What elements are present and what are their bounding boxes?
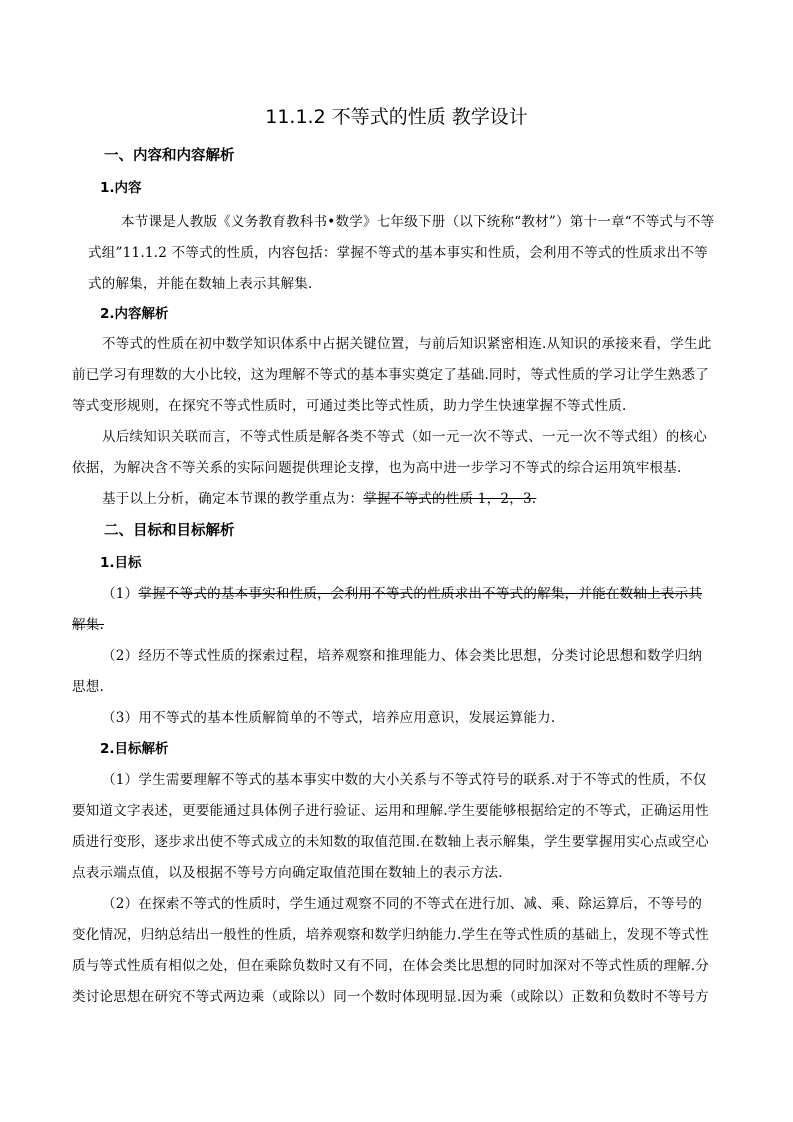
subheading-content: 1.内容 [100,180,142,196]
paragraph-line: 从后续知识关联而言，不等式性质是解各类不等式（如一元一次不等式、一元一次不等式组）的核心 [102,429,707,445]
teaching-focus-prefix: 基于以上分析，确定本节课的教学重点为： [102,491,364,507]
section-heading-content: 一、内容和内容解析 [104,148,235,164]
section-heading-goals: 二、目标和目标解析 [104,523,235,539]
paragraph-line: 要知道文字表述，更要能通过具体例子进行验证、运用和理解.学生要能够根据给定的不等式，正确运用性 [72,803,710,819]
paragraph-line: （1）学生需要理解不等式的基本事实中数的大小关系与不等式符号的联系.对于不等式的性质，不仅 [102,772,707,788]
paragraph-line: 点表示端点值，以及根据不等号方向确定取值范围在数轴上的表示方法. [72,865,503,881]
paragraph-line: 式的解集，并能在数轴上表示其解集. [88,276,313,292]
paragraph-line: 变化情况，归纳总结出一般性的性质，培养观察和数学归纳能力.学生在等式性质的基础上，发现不等式性 [72,927,710,943]
subheading-goal-analysis: 2.目标解析 [100,741,169,757]
goal-1-struck-text: 掌握不等式的基本事实和性质，会利用不等式的性质求出不等式的解集，并能在数轴上表示其 [138,586,703,602]
paragraph-line: 不等式的性质在初中数学知识体系中占据关键位置，与前后知识紧密相连.从知识的承接来看，学生此 [102,336,712,352]
document-title: 11.1.2 不等式的性质 教学设计 [265,106,528,128]
subheading-goals: 1.目标 [100,555,142,571]
paragraph-line: 类讨论思想在研究不等式两边乘（或除以）同一个数时体现明显.因为乘（或除以）正数和负数时不等号方 [72,989,710,1005]
paragraph-line: 质与等式性质有相似之处，但在乘除负数时又有不同，在体会类比思想的同时加深对不等式性质的理解.分 [72,958,710,974]
paragraph-line: 式组”11.1.2 不等式的性质，内容包括：掌握不等式的基本事实和性质，会利用不等式的性质求出不等 [88,245,708,261]
paragraph-line: 质进行变形，逐步求出使不等式成立的未知数的取值范围.在数轴上表示解集，学生要掌握用实心点或空心 [72,834,710,850]
goal-2-continuation: 思想. [72,679,105,695]
goal-1-struck-continuation: 解集. [72,617,105,633]
teaching-focus-line [102,489,536,509]
paragraph-line: 本节课是人教版《义务教育教科书•数学》七年级下册（以下统称“教材”）第十一章“不等式与不等 [121,214,715,230]
paragraph-line: 等式变形规则，在探究不等式性质时，可通过类比等式性质，助力学生快速掌握不等式性质. [72,398,627,414]
goal-3-line: （3）用不等式的基本性质解简单的不等式，培养应用意识，发展运算能力. [102,710,556,726]
paragraph-line: 依据，为解决含不等关系的实际问题提供理论支撑，也为高中进一步学习不等式的综合运用筑牢根基. [72,460,682,476]
subheading-content-analysis: 2.内容解析 [100,306,169,322]
paragraph-line: 前已学习有理数的大小比较，这为理解不等式的基本事实奠定了基础.同时，等式性质的学习让学生熟悉了 [72,367,710,383]
goal-2-line: （2）经历不等式性质的探索过程，培养观察和推理能力、体会类比思想，分类讨论思想和数学归纳 [102,648,703,664]
goal-1-number: （1） [102,586,139,602]
teaching-focus-struck-text: 掌握不等式的性质 1，2，3. [363,491,537,507]
goal-1-line [102,584,702,604]
paragraph-line: （2）在探索不等式的性质时，学生通过观察不同的不等式在进行加、减、乘、除运算后，不等号的 [102,896,703,912]
